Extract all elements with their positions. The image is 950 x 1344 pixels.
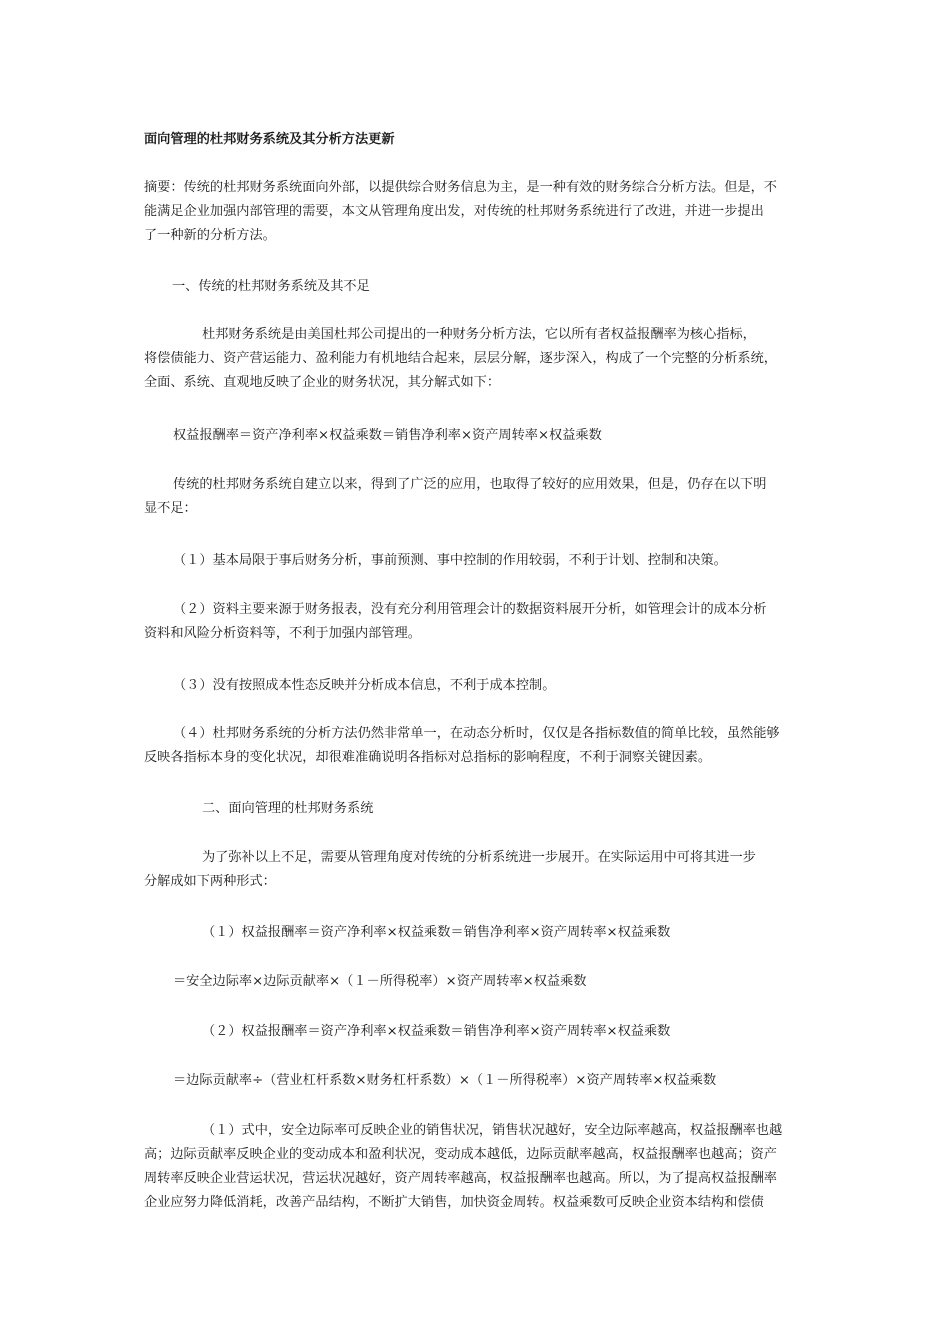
formula-1-line-2 <box>144 970 808 994</box>
shortcoming-text: 反映各指标本身的变化状况，却很难准确说明各指标对总指标的影响程度，不利于洞察关键因素。 <box>144 750 712 765</box>
paragraph-line: 传统的杜邦财务系统自建立以来，得到了广泛的应用，也取得了较好的应用效果，但是，仍存在以下明 <box>173 477 767 492</box>
formula-text: （２）权益报酬率＝资产净利率×权益乘数＝销售净利率×资产周转率×权益乘数 <box>202 1024 671 1039</box>
paragraph-line: 周转率反映企业营运状况，营运状况越好，资产周转率越高，权益报酬率也越高。所以，为了提高权益报酬率 <box>144 1171 777 1186</box>
section2-heading <box>144 797 808 821</box>
paragraph-line: 杜邦财务系统是由美国杜邦公司提出的一种财务分析方法，它以所有者权益报酬率为核心指标， <box>202 327 756 342</box>
paragraph-line: （１）式中，安全边际率可反映企业的销售状况，销售状况越好，安全边际率越高，权益报酬率也越 <box>202 1123 783 1138</box>
shortcoming-text: （４）杜邦财务系统的分析方法仍然非常单一，在动态分析时，仅仅是各指标数值的简单比较，虽然能够 <box>173 726 780 741</box>
abstract-line: 能满足企业加强内部管理的需要，本文从管理角度出发，对传统的杜邦财务系统进行了改进，并进一步提出 <box>144 204 764 219</box>
formula-1-line-1 <box>144 921 808 945</box>
explanation-paragraph <box>144 1119 808 1215</box>
formula-2-line-1 <box>144 1020 808 1044</box>
formula-text: ＝安全边际率×边际贡献率×（１－所得税率）×资产周转率×权益乘数 <box>173 974 587 989</box>
shortcoming-item-2 <box>144 598 808 646</box>
shortcoming-text: （２）资料主要来源于财务报表，没有充分利用管理会计的数据资料展开分析，如管理会计的成本分析 <box>173 602 767 617</box>
section2-heading-text: 二、面向管理的杜邦财务系统 <box>202 801 374 816</box>
paragraph-line: 显不足： <box>144 501 197 516</box>
paragraph-line: 为了弥补以上不足，需要从管理角度对传统的分析系统进一步展开。在实际运用中可将其进一步 <box>202 850 756 865</box>
formula-text: ＝边际贡献率÷（营业杠杆系数×财务杠杆系数）×（１－所得税率）×资产周转率×权益乘数 <box>173 1073 717 1088</box>
document-title <box>144 128 808 152</box>
shortcoming-text: 资料和风险分析资料等，不利于加强内部管理。 <box>144 626 421 641</box>
section1-heading <box>144 275 808 299</box>
abstract-line: 了一种新的分析方法。 <box>144 228 276 243</box>
section1-intro-paragraph <box>144 323 808 395</box>
paragraph-line: 全面、系统、直观地反映了企业的财务状况，其分解式如下： <box>144 375 501 390</box>
shortcomings-intro-paragraph <box>144 473 808 521</box>
formula-2-line-2 <box>144 1069 808 1093</box>
section2-intro-paragraph <box>144 846 808 894</box>
paragraph-line: 企业应努力降低消耗，改善产品结构，不断扩大销售，加快资金周转。权益乘数可反映企业资本结构和偿债 <box>144 1195 764 1210</box>
formula-text: （１）权益报酬率＝资产净利率×权益乘数＝销售净利率×资产周转率×权益乘数 <box>202 925 671 940</box>
shortcoming-item-1 <box>144 549 808 573</box>
abstract-line: 摘要：传统的杜邦财务系统面向外部，以提供综合财务信息为主，是一种有效的财务综合分析方法。但是，不 <box>144 180 777 195</box>
shortcoming-text: （１）基本局限于事后财务分析，事前预测、事中控制的作用较弱，不利于计划、控制和决策。 <box>173 553 727 568</box>
formula-text: 权益报酬率＝资产净利率×权益乘数＝销售净利率×资产周转率×权益乘数 <box>173 428 602 443</box>
shortcoming-item-3 <box>144 674 808 698</box>
paragraph-line: 将偿债能力、资产营运能力、盈利能力有机地结合起来，层层分解，逐步深入，构成了一个完整的分析系统， <box>144 351 777 366</box>
paragraph-line: 高；边际贡献率反映企业的变动成本和盈利状况，变动成本越低，边际贡献率越高，权益报酬率也越高；资产 <box>144 1147 777 1162</box>
shortcoming-item-4 <box>144 722 808 770</box>
formula-basic <box>144 424 808 448</box>
title-text: 面向管理的杜邦财务系统及其分析方法更新 <box>144 132 395 147</box>
shortcoming-text: （３）没有按照成本性态反映并分析成本信息，不利于成本控制。 <box>173 678 556 693</box>
abstract-paragraph <box>144 176 808 248</box>
section1-heading-text: 一、传统的杜邦财务系统及其不足 <box>172 279 370 294</box>
paragraph-line: 分解成如下两种形式： <box>144 874 276 889</box>
